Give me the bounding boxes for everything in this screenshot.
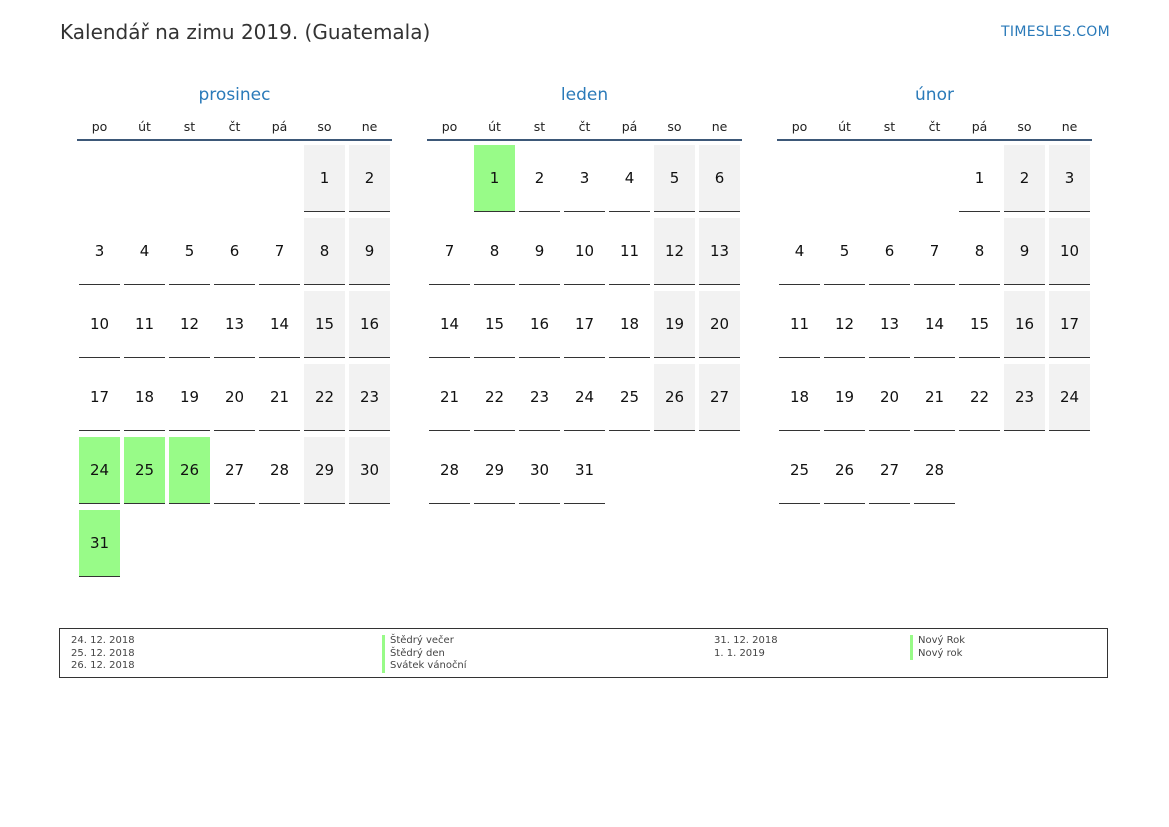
weeks	[427, 145, 742, 510]
weekday-label: so	[667, 119, 682, 134]
day-cell: 1	[304, 145, 345, 212]
empty-day-cell	[914, 145, 955, 212]
week-row	[77, 218, 392, 291]
day-cell: 5	[654, 145, 695, 212]
day-cell: 30	[349, 437, 390, 504]
day-cell: 9	[349, 218, 390, 285]
empty-day-cell	[699, 437, 740, 504]
empty-day-cell	[124, 510, 165, 577]
day-cell: 22	[474, 364, 515, 431]
day-cell: 17	[1049, 291, 1090, 358]
legend-holiday-name: Nový rok	[910, 648, 965, 661]
weekday-label: po	[791, 119, 808, 134]
weekday-label: pá	[271, 119, 288, 134]
month-1	[427, 83, 742, 510]
day-cell: 20	[869, 364, 910, 431]
day-cell: 2	[1004, 145, 1045, 212]
week-row	[427, 218, 742, 291]
weekday-label: ne	[711, 119, 728, 134]
holiday-day-cell: 25	[124, 437, 165, 504]
week-row	[427, 291, 742, 364]
month-name: únor	[915, 85, 954, 105]
day-cell: 13	[699, 218, 740, 285]
empty-day-cell	[259, 510, 300, 577]
day-cell: 3	[564, 145, 605, 212]
day-cell: 23	[1004, 364, 1045, 431]
week-row	[427, 145, 742, 218]
day-cell: 20	[699, 291, 740, 358]
day-cell: 15	[304, 291, 345, 358]
day-cell: 6	[699, 145, 740, 212]
weeks	[777, 145, 1092, 510]
holiday-day-cell: 26	[169, 437, 210, 504]
week-row	[77, 510, 392, 583]
holiday-legend	[59, 628, 1108, 678]
empty-day-cell	[214, 145, 255, 212]
week-row	[427, 437, 742, 510]
legend-names-left	[382, 635, 467, 673]
legend-date: 25. 12. 2018	[71, 647, 135, 659]
day-cell: 18	[779, 364, 820, 431]
legend-dates-left	[71, 635, 135, 673]
day-cell: 3	[79, 218, 120, 285]
day-cell: 6	[214, 218, 255, 285]
legend-date: 24. 12. 2018	[71, 635, 135, 646]
month-2	[777, 83, 1092, 510]
week-row	[77, 291, 392, 364]
day-cell: 21	[429, 364, 470, 431]
empty-day-cell	[824, 145, 865, 212]
day-cell: 15	[474, 291, 515, 358]
empty-day-cell	[654, 437, 695, 504]
day-cell: 7	[259, 218, 300, 285]
day-cell: 14	[259, 291, 300, 358]
empty-day-cell	[959, 437, 1000, 504]
day-cell: 14	[429, 291, 470, 358]
day-cell: 6	[869, 218, 910, 285]
day-cell: 21	[914, 364, 955, 431]
legend-date: 1. 1. 2019	[714, 647, 765, 659]
weekday-label: st	[183, 119, 196, 134]
empty-day-cell	[869, 145, 910, 212]
day-cell: 18	[609, 291, 650, 358]
weekday-label: út	[138, 119, 151, 134]
empty-day-cell	[259, 145, 300, 212]
weekday-label: pá	[971, 119, 988, 134]
day-cell: 20	[214, 364, 255, 431]
day-cell: 8	[474, 218, 515, 285]
day-cell: 16	[1004, 291, 1045, 358]
weekday-label: po	[91, 119, 108, 134]
weekday-label: čt	[228, 119, 241, 134]
week-row	[427, 364, 742, 437]
legend-holiday-name: Nový Rok	[910, 635, 965, 648]
empty-day-cell	[1004, 437, 1045, 504]
empty-day-cell	[779, 145, 820, 212]
day-cell: 30	[519, 437, 560, 504]
day-cell: 24	[1049, 364, 1090, 431]
empty-day-cell	[169, 145, 210, 212]
weekday-header	[427, 114, 742, 141]
day-cell: 27	[699, 364, 740, 431]
day-cell: 4	[124, 218, 165, 285]
day-cell: 11	[779, 291, 820, 358]
day-cell: 17	[79, 364, 120, 431]
weekday-label: so	[317, 119, 332, 134]
day-cell: 12	[654, 218, 695, 285]
weeks	[77, 145, 392, 583]
week-row	[777, 437, 1092, 510]
empty-day-cell	[609, 437, 650, 504]
week-row	[777, 291, 1092, 364]
empty-day-cell	[79, 145, 120, 212]
weekday-label: čt	[928, 119, 941, 134]
weekday-header	[77, 114, 392, 141]
page-title: Kalendář na zimu 2019. (Guatemala)	[60, 20, 431, 44]
week-row	[77, 145, 392, 218]
day-cell: 15	[959, 291, 1000, 358]
week-row	[777, 145, 1092, 218]
day-cell: 29	[304, 437, 345, 504]
holiday-day-cell: 1	[474, 145, 515, 212]
day-cell: 3	[1049, 145, 1090, 212]
weekday-label: so	[1017, 119, 1032, 134]
day-cell: 27	[869, 437, 910, 504]
legend-date: 31. 12. 2018	[714, 635, 778, 646]
day-cell: 23	[349, 364, 390, 431]
month-name: prosinec	[198, 85, 271, 105]
legend-dates-right	[714, 635, 778, 660]
legend-holiday-name: Štědrý večer	[382, 635, 467, 648]
day-cell: 8	[959, 218, 1000, 285]
holiday-day-cell: 24	[79, 437, 120, 504]
empty-day-cell	[169, 510, 210, 577]
empty-day-cell	[1049, 437, 1090, 504]
day-cell: 16	[519, 291, 560, 358]
day-cell: 19	[169, 364, 210, 431]
day-cell: 19	[654, 291, 695, 358]
weekday-label: ne	[361, 119, 378, 134]
day-cell: 10	[79, 291, 120, 358]
day-cell: 5	[169, 218, 210, 285]
empty-day-cell	[429, 145, 470, 212]
day-cell: 2	[349, 145, 390, 212]
day-cell: 8	[304, 218, 345, 285]
day-cell: 10	[564, 218, 605, 285]
day-cell: 7	[429, 218, 470, 285]
day-cell: 22	[304, 364, 345, 431]
day-cell: 25	[609, 364, 650, 431]
legend-holiday-name: Svátek vánoční	[382, 660, 467, 673]
weekday-label: st	[883, 119, 896, 134]
day-cell: 13	[869, 291, 910, 358]
weekday-label: ne	[1061, 119, 1078, 134]
empty-day-cell	[124, 145, 165, 212]
day-cell: 11	[609, 218, 650, 285]
day-cell: 2	[519, 145, 560, 212]
day-cell: 26	[654, 364, 695, 431]
day-cell: 5	[824, 218, 865, 285]
day-cell: 28	[429, 437, 470, 504]
day-cell: 22	[959, 364, 1000, 431]
empty-day-cell	[214, 510, 255, 577]
weekday-label: út	[488, 119, 501, 134]
empty-day-cell	[304, 510, 345, 577]
day-cell: 29	[474, 437, 515, 504]
weekday-label: pá	[621, 119, 638, 134]
empty-day-cell	[349, 510, 390, 577]
day-cell: 21	[259, 364, 300, 431]
day-cell: 19	[824, 364, 865, 431]
month-name: leden	[560, 85, 609, 105]
week-row	[77, 437, 392, 510]
week-row	[777, 364, 1092, 437]
day-cell: 27	[214, 437, 255, 504]
day-cell: 12	[169, 291, 210, 358]
weekday-label: út	[838, 119, 851, 134]
brand-link[interactable]: TIMESLES.COM	[1001, 24, 1110, 40]
day-cell: 28	[259, 437, 300, 504]
day-cell: 23	[519, 364, 560, 431]
day-cell: 24	[564, 364, 605, 431]
day-cell: 17	[564, 291, 605, 358]
day-cell: 28	[914, 437, 955, 504]
day-cell: 4	[779, 218, 820, 285]
day-cell: 31	[564, 437, 605, 504]
weekday-label: čt	[578, 119, 591, 134]
day-cell: 1	[959, 145, 1000, 212]
day-cell: 9	[519, 218, 560, 285]
holiday-day-cell: 31	[79, 510, 120, 577]
legend-names-right	[910, 635, 965, 660]
day-cell: 14	[914, 291, 955, 358]
day-cell: 4	[609, 145, 650, 212]
weekday-label: po	[441, 119, 458, 134]
day-cell: 13	[214, 291, 255, 358]
day-cell: 9	[1004, 218, 1045, 285]
day-cell: 11	[124, 291, 165, 358]
legend-date: 26. 12. 2018	[71, 660, 135, 671]
weekday-label: st	[533, 119, 546, 134]
day-cell: 26	[824, 437, 865, 504]
day-cell: 10	[1049, 218, 1090, 285]
day-cell: 7	[914, 218, 955, 285]
day-cell: 16	[349, 291, 390, 358]
day-cell: 12	[824, 291, 865, 358]
week-row	[777, 218, 1092, 291]
day-cell: 18	[124, 364, 165, 431]
weekday-header	[777, 114, 1092, 141]
legend-holiday-name: Štědrý den	[382, 648, 467, 661]
day-cell: 25	[779, 437, 820, 504]
month-0	[77, 83, 392, 583]
week-row	[77, 364, 392, 437]
